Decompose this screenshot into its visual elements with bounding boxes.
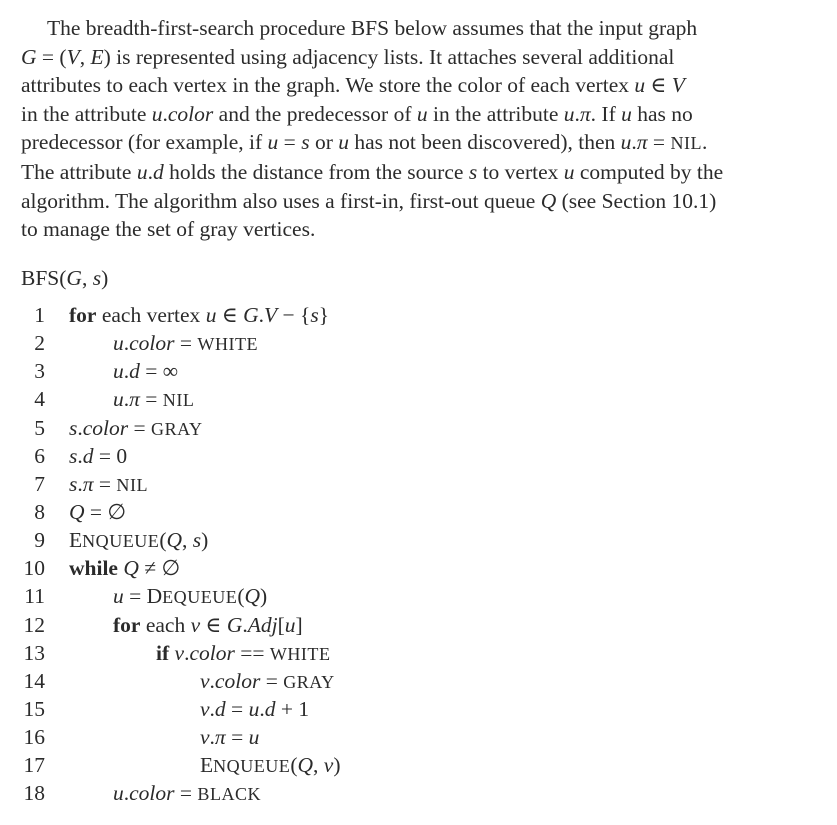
code-line — [0, 554, 837, 582]
line-number: 14 — [23, 668, 45, 693]
paragraph-line: G = (V, E) is represented using adjacency lists. It attaches several additional — [21, 44, 675, 69]
line-number: 13 — [23, 640, 45, 665]
line-number: 6 — [34, 443, 45, 468]
code-line — [0, 442, 837, 470]
line-number: 7 — [34, 471, 45, 496]
code-statement: s.π = NIL — [69, 471, 148, 496]
code-statement: if v.color == WHITE — [156, 640, 331, 665]
pseudocode-block — [0, 301, 837, 808]
code-line — [0, 329, 837, 357]
code-line — [0, 779, 837, 807]
code-line — [0, 498, 837, 526]
paragraph-line: algorithm. The algorithm also uses a first-in, first-out queue Q (see Section 10.1) — [21, 188, 717, 213]
code-statement: for each v ∈ G.Adj[u] — [113, 612, 303, 637]
code-statement: u.color = WHITE — [113, 331, 259, 356]
code-line — [0, 611, 837, 639]
line-number: 9 — [34, 528, 45, 553]
line-number: 4 — [34, 387, 45, 412]
code-statement: Q = ∅ — [69, 499, 127, 524]
paragraph-line: The attribute u.d holds the distance from the source s to vertex u computed by the — [21, 159, 724, 184]
code-line — [0, 667, 837, 695]
description-paragraph — [21, 14, 803, 244]
code-line — [0, 385, 837, 413]
paragraph-line: to manage the set of gray vertices. — [21, 217, 316, 242]
line-number: 16 — [23, 725, 45, 750]
line-number: 8 — [34, 499, 45, 524]
code-line — [0, 357, 837, 385]
line-number: 3 — [34, 359, 45, 384]
code-statement: ENQUEUE(Q, v) — [200, 753, 341, 778]
code-statement: u.π = NIL — [113, 387, 195, 412]
code-line — [0, 526, 837, 554]
code-line — [0, 751, 837, 779]
code-statement: v.π = u — [200, 725, 260, 750]
paragraph-line: predecessor (for example, if u = s or u has not been discovered), then u.π = NIL. — [21, 130, 708, 155]
code-statement: s.color = GRAY — [69, 415, 203, 440]
line-number: 18 — [23, 781, 45, 806]
code-line — [0, 582, 837, 610]
code-statement: for each vertex u ∈ G.V − {s} — [69, 303, 330, 327]
line-number: 5 — [34, 415, 45, 440]
code-statement: u.d = ∞ — [113, 359, 179, 384]
code-statement: v.d = u.d + 1 — [200, 696, 310, 721]
paragraph-line: The breadth-first-search procedure BFS below assumes that the input graph — [47, 16, 698, 40]
code-line — [0, 470, 837, 498]
code-line — [0, 639, 837, 667]
code-statement: s.d = 0 — [69, 443, 128, 468]
line-number: 17 — [23, 753, 45, 778]
code-line — [0, 695, 837, 723]
line-number: 1 — [34, 303, 45, 327]
line-number: 11 — [24, 584, 45, 609]
code-statement: while Q ≠ ∅ — [69, 556, 181, 581]
line-number: 15 — [23, 696, 45, 721]
code-statement: u = DEQUEUE(Q) — [113, 584, 268, 609]
code-line — [0, 414, 837, 442]
paragraph-line: in the attribute u.color and the predecessor of u in the attribute u.π. If u has no — [21, 101, 693, 126]
code-statement: v.color = GRAY — [200, 668, 335, 693]
code-line — [0, 723, 837, 751]
paragraph-line: attributes to each vertex in the graph. We store the color of each vertex u ∈ V — [21, 73, 685, 98]
code-statement: ENQUEUE(Q, s) — [69, 528, 209, 553]
line-number: 10 — [23, 556, 45, 581]
line-number: 12 — [23, 612, 45, 637]
code-line — [0, 301, 837, 329]
code-statement: u.color = BLACK — [113, 781, 262, 806]
procedure-title: BFS(G, s) — [21, 266, 109, 290]
line-number: 2 — [34, 331, 45, 356]
